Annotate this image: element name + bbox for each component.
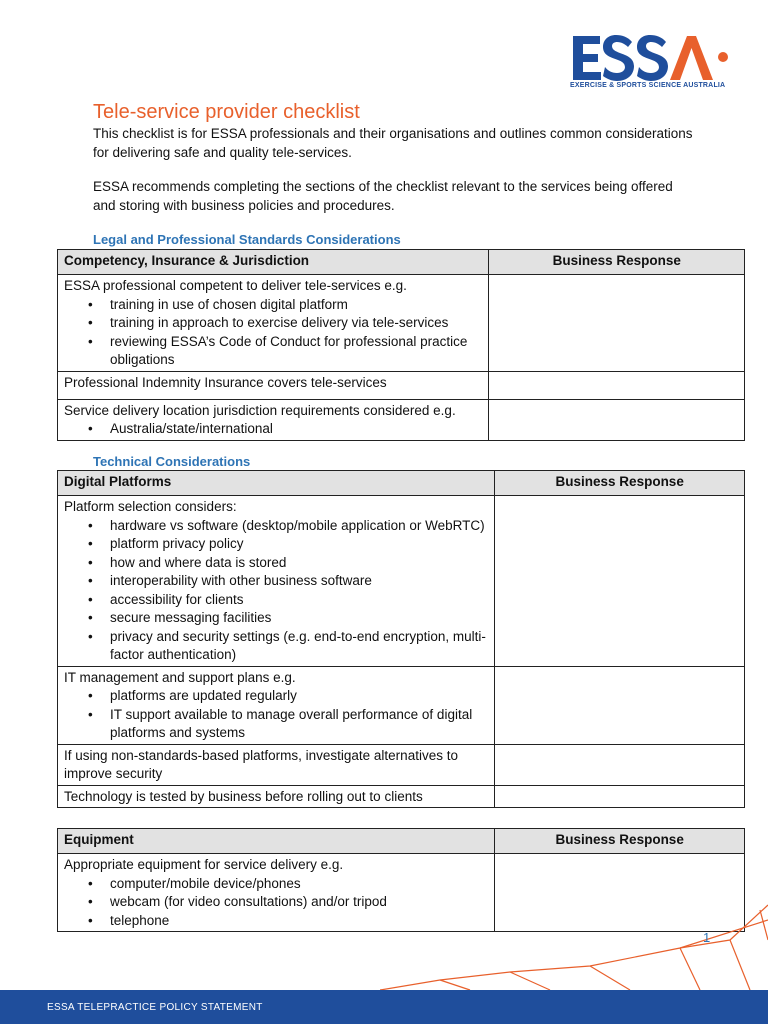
logo-subtitle: EXERCISE & SPORTS SCIENCE AUSTRALIA (570, 82, 726, 89)
intro-paragraph-2: ESSA recommends completing the sections of the checklist relevant to the services being offered and storing with business policies and procedures. (93, 179, 673, 213)
list-item: • accessibility for clients (110, 591, 488, 610)
legal-table-header: Competency, Insurance & Jurisdiction (58, 250, 489, 275)
response-cell[interactable] (495, 785, 745, 808)
checklist-item: Professional Indemnity Insurance covers tele-services (58, 371, 489, 399)
list-item: • privacy and security settings (e.g. end-to-end encryption, multi-factor authentication) (110, 628, 488, 665)
response-cell[interactable] (489, 399, 745, 440)
list-item: • secure messaging facilities (110, 609, 488, 628)
response-cell[interactable] (495, 666, 745, 744)
list-item: • IT support available to manage overall performance of digital platforms and systems (110, 706, 488, 743)
technical-table (57, 470, 745, 808)
list-item: • reviewing ESSA’s Code of Conduct for professional practice obligations (110, 333, 482, 370)
legal-table (57, 249, 745, 441)
list-item: • Australia/state/international (110, 420, 482, 439)
intro-paragraph-1: This checklist is for ESSA professionals and their organisations and outlines common considerations for delivering safe and quality tele-services. (93, 126, 693, 160)
response-cell[interactable] (495, 744, 745, 785)
page-number: 1 (703, 930, 711, 945)
list-item: • platform privacy policy (110, 535, 488, 554)
table-row (58, 399, 745, 440)
equipment-table-header: Equipment (58, 829, 495, 854)
table-row (58, 666, 745, 744)
technical-table-header: Digital Platforms (58, 471, 495, 496)
table-row (58, 275, 745, 372)
response-cell[interactable] (489, 275, 745, 372)
section-title-legal: Legal and Professional Standards Considerations (93, 232, 401, 247)
list-item: • telephone (110, 912, 488, 931)
response-cell[interactable] (495, 496, 745, 667)
list-item: • webcam (for video consultations) and/or tripod (110, 893, 488, 912)
list-item: • interoperability with other business software (110, 572, 488, 591)
list-item: • training in use of chosen digital platform (110, 296, 482, 315)
page-title: Tele-service provider checklist (93, 101, 360, 123)
network-lines-decoration (380, 900, 768, 992)
checklist-item: Platform selection considers: • hardware vs software (desktop/mobile application or WebRTC) • platform privacy policy • how and where data is stored • interoperability with other business software • accessibility for clients • secure messaging facilities • privacy and security settings (e.g. end-to-end encryption, multi-factor authentication) (58, 496, 495, 667)
list-item: • how and where data is stored (110, 554, 488, 573)
essa-logo (570, 30, 738, 98)
equipment-response-header: Business Response (495, 829, 745, 854)
technical-response-header: Business Response (495, 471, 745, 496)
checklist-item: Service delivery location jurisdiction requirements considered e.g. • Australia/state/international (58, 399, 489, 440)
legal-response-header: Business Response (489, 250, 745, 275)
checklist-item: Technology is tested by business before rolling out to clients (58, 785, 495, 808)
checklist-item: IT management and support plans e.g. • platforms are updated regularly • IT support available to manage overall performance of digital platforms and systems (58, 666, 495, 744)
response-cell[interactable] (489, 371, 745, 399)
checklist-item: ESSA professional competent to deliver tele-services e.g. • training in use of chosen digital platform • training in approach to exercise delivery via tele-services • reviewing ESSA’s Code of Conduct for professional practice obligations (58, 275, 489, 372)
table-row (58, 744, 745, 785)
list-item: • computer/mobile device/phones (110, 875, 488, 894)
table-row (58, 371, 745, 399)
list-item: • platforms are updated regularly (110, 687, 488, 706)
footer-bar (0, 990, 768, 1024)
checklist-item: If using non-standards-based platforms, investigate alternatives to improve security (58, 744, 495, 785)
logo-mark-icon (570, 30, 738, 86)
checklist-item: Appropriate equipment for service delivery e.g. • computer/mobile device/phones • webcam (for video consultations) and/or tripod • telephone (58, 854, 495, 932)
list-item: • hardware vs software (desktop/mobile application or WebRTC) (110, 517, 488, 536)
table-row (58, 496, 745, 667)
list-item: • training in approach to exercise delivery via tele-services (110, 314, 482, 333)
section-title-technical: Technical Considerations (93, 454, 251, 469)
table-row (58, 785, 745, 808)
footer-text: ESSA TELEPRACTICE POLICY STATEMENT (47, 1002, 263, 1013)
